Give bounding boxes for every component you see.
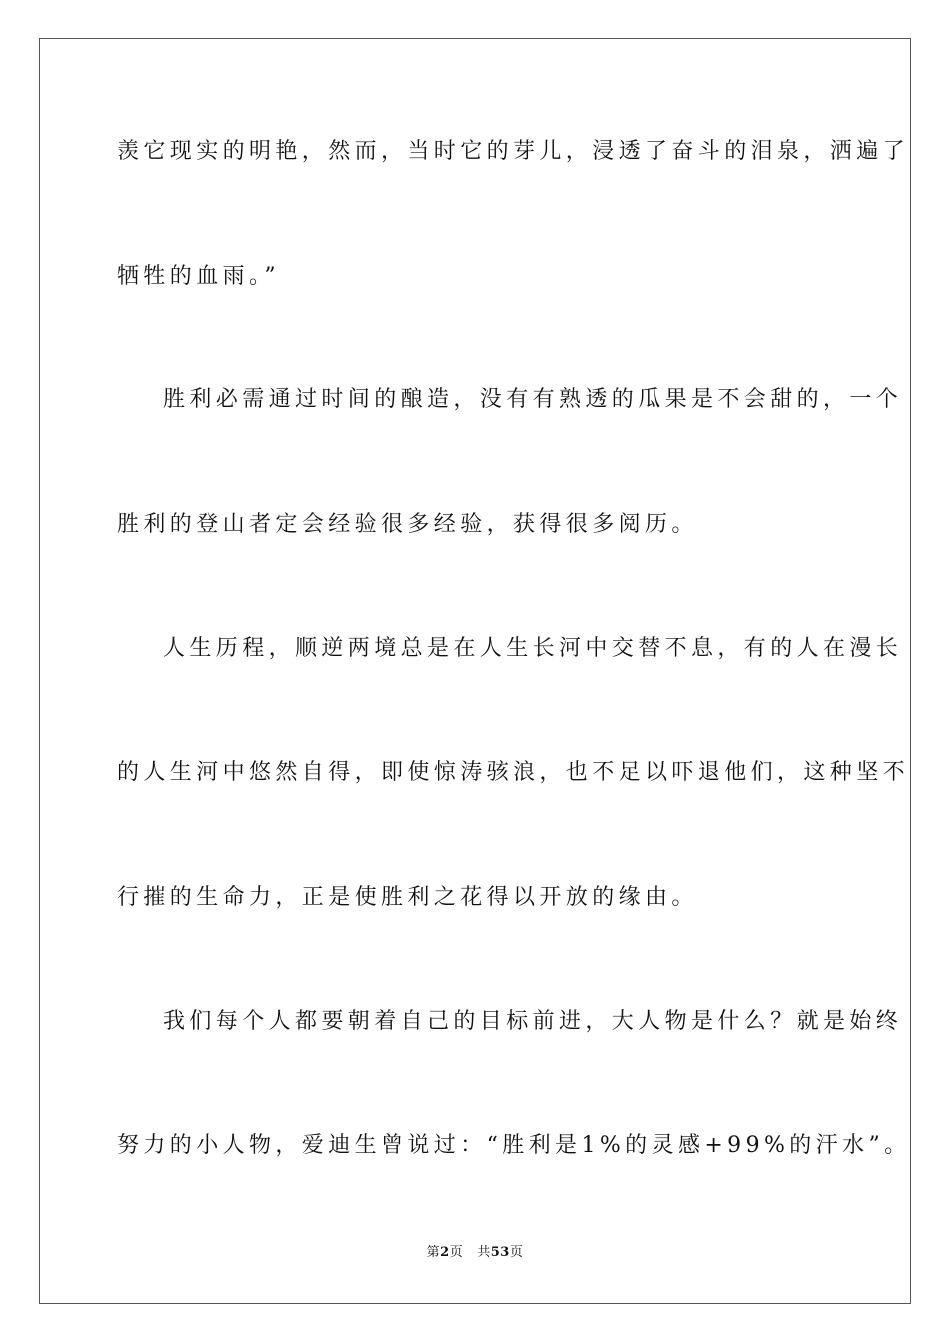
paragraph-start-line: 我们每个人都要朝着自己的目标前进，大人物是什么？就是始终 [163, 1009, 903, 1034]
paragraph-start-line: 胜利必需通过时间的酿造，没有有熟透的瓜果是不会甜的，一个 [163, 387, 903, 412]
page-prefix: 第 [426, 1245, 441, 1260]
total-pages: 53 [490, 1245, 510, 1260]
total-suffix: 页 [509, 1245, 524, 1260]
text-line: 行摧的生命力，正是使胜利之花得以开放的缘由。 [117, 885, 698, 910]
text-line: 的人生河中悠然自得，即使惊涛骇浪，也不足以吓退他们，这种坚不 [117, 760, 910, 785]
page-suffix: 页 [449, 1245, 464, 1260]
paragraph-start-line: 人生历程，顺逆两境总是在人生长河中交替不息，有的人在漫长 [163, 636, 903, 661]
page-number: 2 [440, 1245, 450, 1260]
text-line: 牺牲的血雨。” [117, 264, 281, 289]
text-line: 胜利的登山者定会经验很多经验，获得很多阅历。 [117, 512, 698, 537]
total-prefix: 共 [477, 1245, 491, 1260]
text-line: 努力的小人物，爱迪生曾说过：“胜利是1%的灵感+99%的汗水”。 [117, 1133, 911, 1158]
text-line: 羡它现实的明艳，然而，当时它的芽儿，浸透了奋斗的泪泉，洒遍了 [117, 139, 910, 164]
page-frame [39, 38, 911, 1304]
page-footer [0, 1244, 950, 1262]
